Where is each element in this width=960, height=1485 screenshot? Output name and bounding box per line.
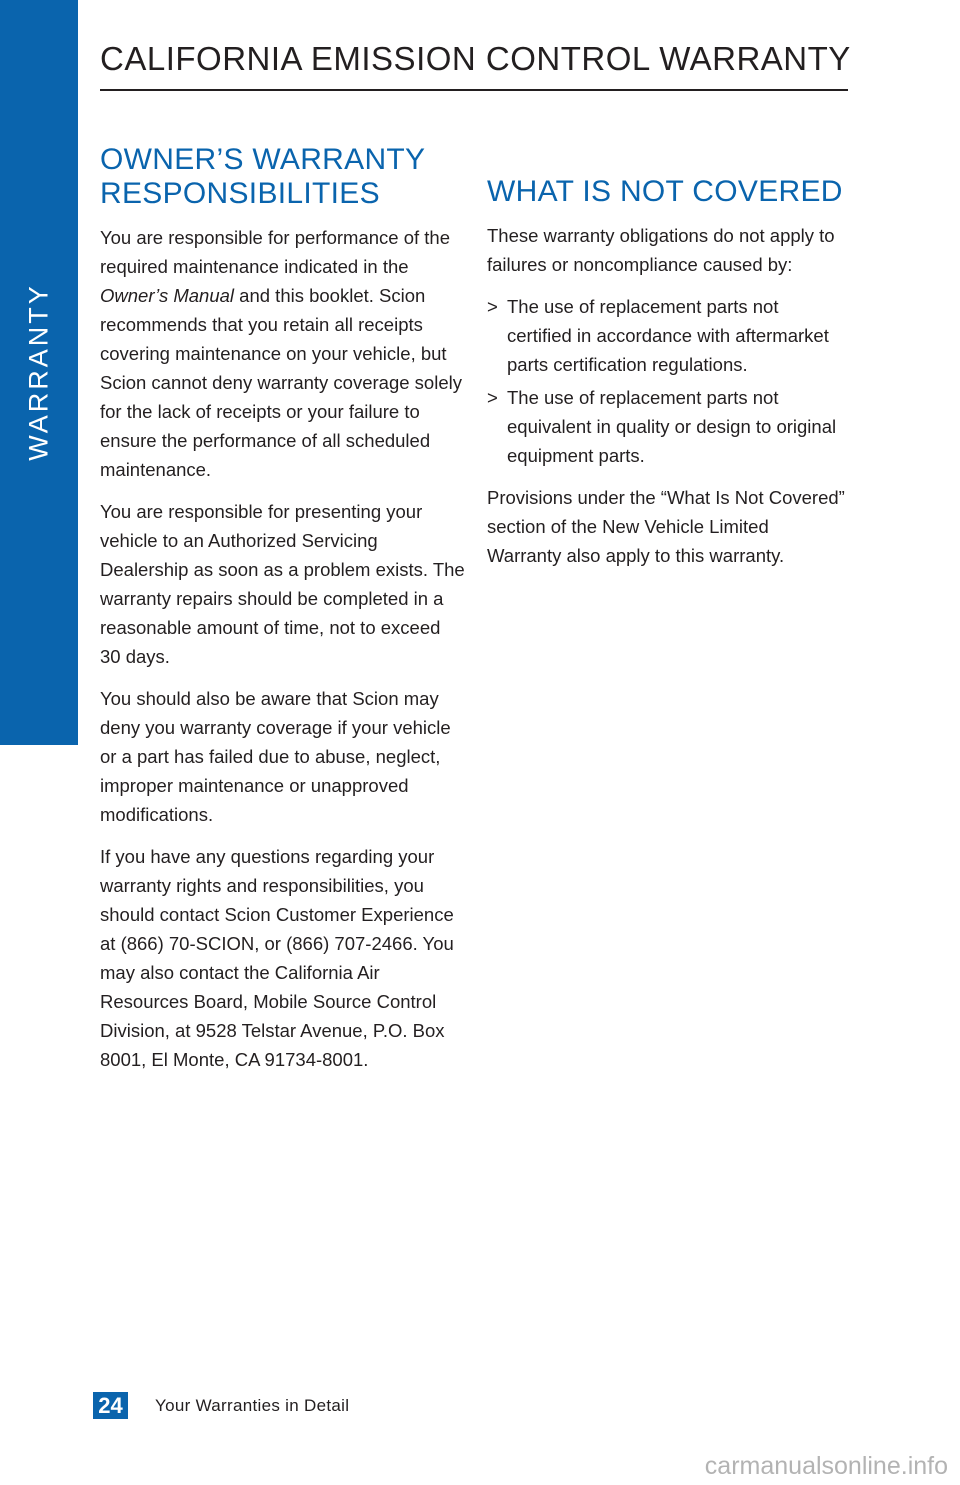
- responsibilities-paragraph-1: You are responsible for performance of the required maintenance indicated in the Owner’s Manual and this booklet. Scion recommends that you retain all receipts covering maintenance on your vehicle, but Scion cannot deny warranty coverage solely for the lack of receipts or your failure to ensure the performance of all scheduled maintenance.: [100, 227, 462, 480]
- not-covered-heading: WHAT IS NOT COVERED: [487, 175, 843, 208]
- owners-manual-title: Owner’s Manual: [100, 285, 235, 306]
- responsibilities-paragraph-2: You are responsible for presenting your vehicle to an Authorized Servicing Dealership as soon as a problem exists. The warranty repairs should be completed in a reasonable amount of time, not to exceed 30 days.: [100, 501, 465, 667]
- not-covered-closing: Provisions under the “What Is Not Covered” section of the New Vehicle Limited Warranty also apply to this warranty.: [487, 487, 845, 566]
- header-divider: [100, 89, 848, 91]
- list-item: > The use of replacement parts not equivalent in quality or design to original equipment parts.: [487, 383, 847, 470]
- responsibilities-paragraph-3: You should also be aware that Scion may deny you warranty coverage if your vehicle or a part has failed due to abuse, neglect, improper maintenance or unapproved modifications.: [100, 688, 451, 825]
- right-column: [487, 175, 847, 583]
- owner-responsibilities-heading: OWNER’S WARRANTY RESPONSIBILITIES: [100, 143, 425, 210]
- watermark: carmanualsonline.info: [704, 1452, 948, 1480]
- list-item: > The use of replacement parts not certified in accordance with aftermarket parts certification regulations.: [487, 292, 847, 379]
- page-title: CALIFORNIA EMISSION CONTROL WARRANTY: [100, 40, 851, 77]
- not-covered-list: [487, 292, 847, 470]
- left-column: [100, 143, 465, 1087]
- chevron-right-icon: >: [487, 387, 498, 408]
- side-tab-label: WARRANTY: [23, 283, 54, 461]
- page-number: 24: [93, 1392, 128, 1419]
- chevron-right-icon: >: [487, 296, 498, 317]
- responsibilities-paragraph-4: If you have any questions regarding your warranty rights and responsibilities, you should contact Scion Customer Experience at (866) 70-SCION, or (866) 707-2466. You may also contact the California Air Resources Board, Mobile Source Control Division, at 9528 Telstar Avenue, P.O. Box 8001, El Monte, CA 91734-8001.: [100, 846, 454, 1070]
- side-tab: [0, 0, 78, 745]
- footer-section-title: Your Warranties in Detail: [155, 1396, 350, 1415]
- not-covered-intro: These warranty obligations do not apply to failures or noncompliance caused by:: [487, 225, 835, 275]
